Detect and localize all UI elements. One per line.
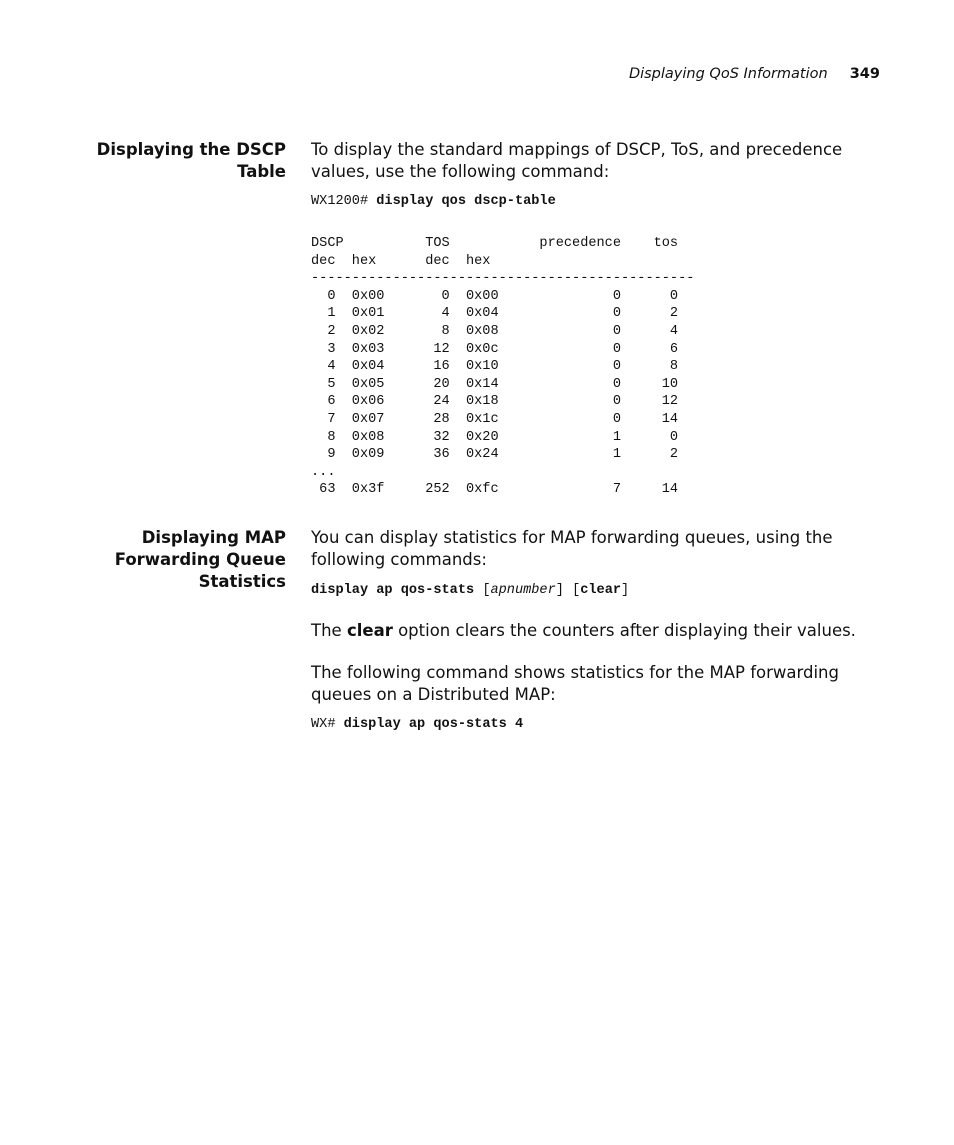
page-header bbox=[629, 66, 880, 82]
syntax-command: display ap qos-stats bbox=[311, 583, 475, 598]
dscp-command-line bbox=[311, 194, 556, 209]
table-row: ... bbox=[311, 464, 336, 480]
command-text: display qos dscp-table bbox=[376, 194, 556, 209]
table-row: 5 0x05 20 0x14 0 10 bbox=[311, 376, 679, 392]
command-text: display ap qos-stats 4 bbox=[343, 717, 524, 732]
running-title: Displaying QoS Information bbox=[628, 66, 828, 82]
dscp-intro-paragraph: To display the standard mappings of DSCP, ToS, and precedence values, use the following command: bbox=[311, 140, 843, 181]
syntax-option: clear bbox=[580, 583, 622, 598]
command-prompt: WX# bbox=[311, 717, 344, 732]
page-number: 349 bbox=[849, 66, 880, 82]
example-command-line bbox=[311, 717, 523, 732]
map-stats-intro-paragraph: You can display statistics for MAP forwarding queues, using the following commands: bbox=[311, 528, 833, 569]
table-row: 3 0x03 12 0x0c 0 6 bbox=[311, 341, 679, 357]
clear-option-paragraph: The clear option clears the counters after displaying their values. bbox=[311, 621, 856, 640]
table-subheader-row: dec hex dec hex bbox=[311, 253, 491, 269]
syntax-command-line: display ap qos-stats [apnumber] [clear] bbox=[311, 583, 630, 598]
clear-keyword: clear bbox=[346, 621, 393, 640]
table-row: 7 0x07 28 0x1c 0 14 bbox=[311, 411, 679, 427]
table-row: 4 0x04 16 0x10 0 8 bbox=[311, 359, 679, 375]
table-row: 6 0x06 24 0x18 0 12 bbox=[311, 394, 679, 410]
example-intro-paragraph: The following command shows statistics for the MAP forwarding queues on a Distributed MAP: bbox=[311, 663, 839, 704]
table-row: 8 0x08 32 0x20 1 0 bbox=[311, 429, 679, 445]
section-heading-dscp-table: Displaying the DSCP Table bbox=[96, 140, 286, 181]
dscp-table-output bbox=[311, 235, 694, 499]
table-row: 9 0x09 36 0x24 1 2 bbox=[311, 447, 679, 463]
command-prompt: WX1200# bbox=[311, 194, 377, 209]
section-heading-map-queue-stats: Displaying MAP Forwarding Queue Statistics bbox=[114, 528, 286, 591]
table-row: 2 0x02 8 0x08 0 4 bbox=[311, 323, 679, 339]
table-row: 0 0x00 0 0x00 0 0 bbox=[311, 288, 679, 304]
table-row: 1 0x01 4 0x04 0 2 bbox=[311, 306, 679, 322]
table-rule: ----------------------------------------------- bbox=[311, 271, 695, 287]
table-row: 63 0x3f 252 0xfc 7 14 bbox=[311, 482, 679, 498]
syntax-param: apnumber bbox=[490, 583, 556, 598]
table-header-row: DSCP TOS precedence tos bbox=[311, 236, 679, 251]
